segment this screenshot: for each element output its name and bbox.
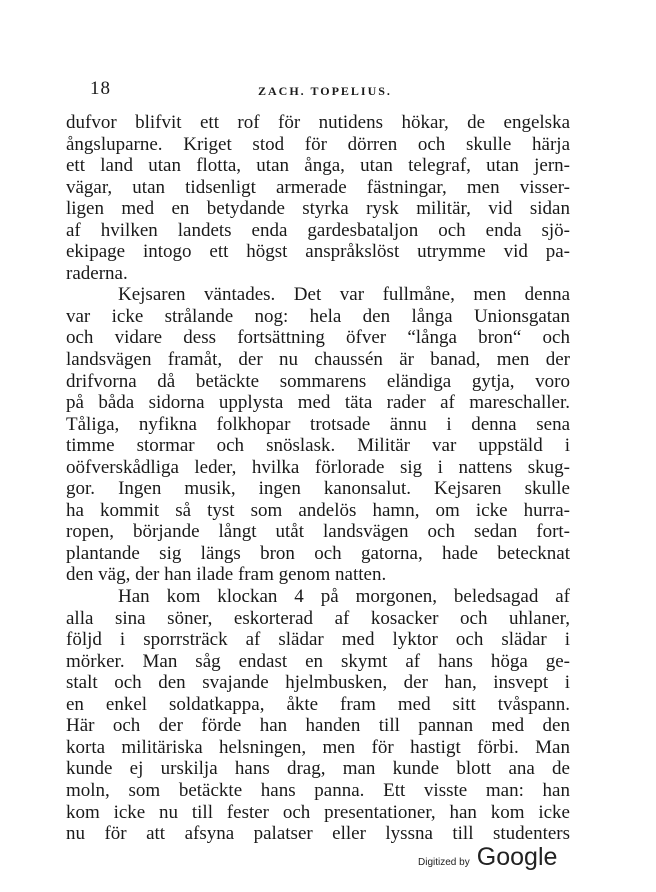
body-text [66, 112, 570, 845]
text-line: Kejsaren väntades. Det var fullmåne, men denna [118, 284, 570, 306]
text-line: raderna. [66, 262, 128, 284]
text-line: kunde ej urskilja hans drag, man kunde blott ana de [66, 758, 570, 780]
text-line: ha kommit så tyst som andelös hamn, om icke hurra- [66, 499, 570, 521]
text-line: alla sina söner, eskorterad af kosacker och uhlaner, [66, 607, 570, 629]
digitized-by-text: Digitized by [418, 857, 470, 868]
text-line: på båda sidorna upplysta med täta rader af mareschaller. [66, 392, 570, 414]
text-line: oöfverskådliga leder, hvilka förlorade sig i nattens skug- [66, 456, 570, 478]
text-line: af hvilken landets enda gardesbataljon och enda sjö- [66, 219, 570, 241]
text-line: drifvorna då betäckte sommarens eländiga gytja, voro [66, 370, 570, 392]
text-line: den väg, der han ilade fram genom natten. [66, 564, 387, 586]
text-line: Här och der förde han handen till pannan med den [66, 715, 570, 737]
text-line: plantande sig längs bron och gatorna, hade betecknat [66, 542, 570, 564]
text-line: ett land utan flotta, utan ånga, utan telegraf, utan jern- [66, 155, 570, 177]
text-line: kom icke nu till fester och presentationer, han kom icke [66, 801, 570, 823]
text-line: korta militäriska helsningen, men för hastigt förbi. Man [66, 736, 570, 758]
google-logo: Google [476, 843, 558, 871]
text-line: vägar, utan tidsenligt armerade fästningar, men visser- [66, 176, 570, 198]
page-header [88, 78, 568, 102]
text-line: ropen, börjande långt utåt landsvägen och sedan fort- [66, 521, 570, 543]
text-line: en enkel soldatkappa, åkte fram med sitt tvåspann. [66, 693, 570, 715]
text-line: mörker. Man såg endast en skymt af hans höga ge- [66, 650, 570, 672]
text-line: Han kom klockan 4 på morgonen, beledsagad af [118, 586, 570, 608]
text-line: moln, som betäckte hans panna. Ett visste man: han [66, 779, 570, 801]
digitization-mark [418, 843, 557, 871]
text-line: och vidare dess fortsättning öfver “långa bron“ och [66, 327, 570, 349]
text-line: stalt och den svajande hjelmbusken, der han, insvept i [66, 672, 570, 694]
running-head: ZACH. TOPELIUS. [258, 84, 392, 98]
text-line: nu för att afsyna palatser eller lyssna till studenters [66, 823, 570, 845]
text-line: gor. Ingen musik, ingen kanonsalut. Kejsaren skulle [66, 478, 570, 500]
text-line: ekipage intogo ett högst anspråkslöst utrymme vid pa- [66, 241, 570, 263]
text-line: landsvägen framåt, der nu chaussén är banad, men der [66, 349, 570, 371]
text-line: ångsluparne. Kriget stod för dörren och skulle härja [66, 133, 570, 155]
text-line: ligen med en betydande styrka rysk militär, vid sidan [66, 198, 570, 220]
text-line: dufvor blifvit ett rof för nutidens hökar, de engelska [66, 112, 570, 133]
text-line: följd i sporrsträck af slädar med lyktor och slädar i [66, 629, 570, 651]
text-line: var icke strålande nog: hela den långa Unionsgatan [66, 305, 570, 327]
text-line: timme stormar och snöslask. Militär var uppstäld i [66, 435, 570, 457]
page-number: 18 [90, 78, 111, 99]
text-line: Tåliga, nyfikna folkhopar trotsade ännu i denna sena [66, 413, 570, 435]
